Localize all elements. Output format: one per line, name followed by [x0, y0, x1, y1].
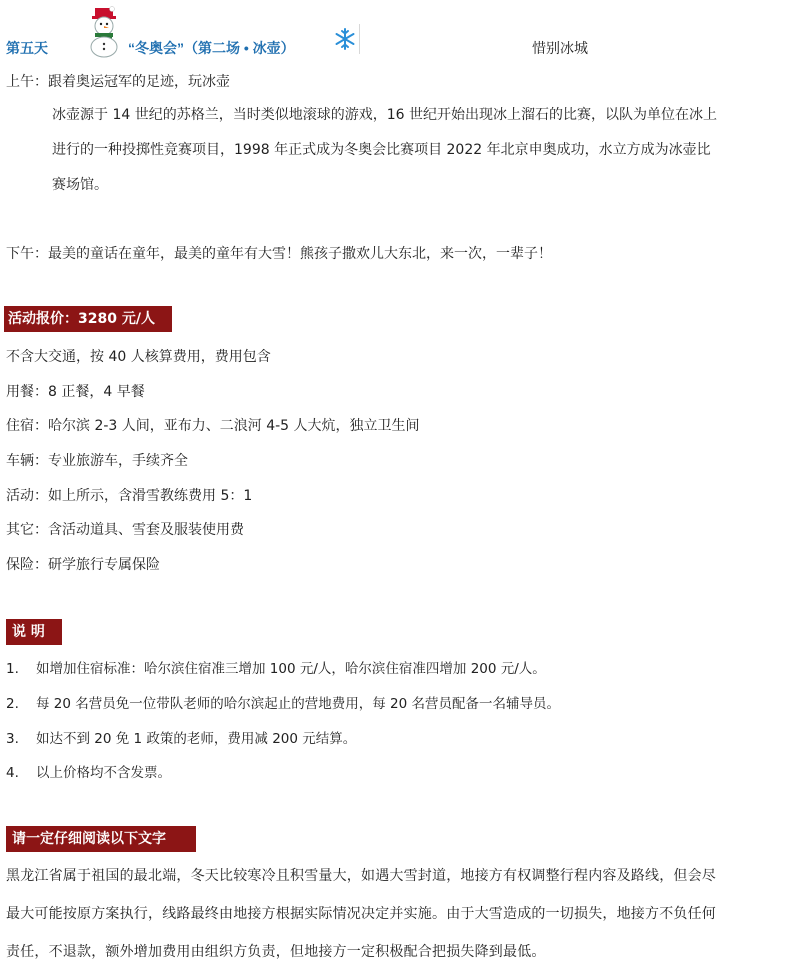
note-text: 以上价格均不含发票。 [36, 765, 171, 781]
notice-text: 黑龙江省属于祖国的最北端，冬天比较寒冷且积雪量大，如遇大雪封道，地接方有权调整行程内容及路线，但会尽最大可能按原方案执行，线路最终由地接方根据实际情况决定并实施。由于大雪造成的一切损失，地接方不负任何责任，不退款，额外增加费用由组织方负责，但地接方一定积极配合把损失降到最低。 [6, 868, 716, 960]
snowflake-icon [331, 24, 360, 54]
price-item: 用餐：8 正餐，4 早餐 [6, 384, 145, 400]
notes-section-title: 说 明 [6, 619, 62, 645]
note-number: 2. [6, 696, 19, 712]
note-text: 每 20 名营员免一位带队老师的哈尔滨起止的营地费用，每 20 名营员配备一名辅导员。 [36, 696, 561, 712]
price-item: 车辆：专业旅游车，手续齐全 [6, 453, 188, 469]
curling-description: 冰壶源于 14 世纪的苏格兰，当时类似地滚球的游戏，16 世纪开始出现冰上溜石的比赛，以队为单位在冰上进行的一种投掷性竞赛项目，1998 年正式成为冬奥会比赛项目 2022 年北京申奥成功，水立方成为冰壶比赛场馆。 [52, 107, 717, 193]
snowman-icon [82, 6, 126, 58]
note-text: 如达不到 20 免 1 政策的老师，费用减 200 元结算。 [36, 731, 357, 747]
price-item: 其它：含活动道具、雪套及服装使用费 [6, 522, 244, 538]
note-number: 4. [6, 765, 19, 781]
notice-section-title: 请一定仔细阅读以下文字 [6, 826, 196, 852]
note-text: 如增加住宿标准：哈尔滨住宿准三增加 100 元/人，哈尔滨住宿准四增加 200 元/人。 [36, 661, 546, 677]
morning-heading: 上午：跟着奥运冠军的足迹，玩冰壶 [6, 74, 230, 90]
price-item: 保险：研学旅行专属保险 [6, 557, 160, 573]
event-title: “冬奥会”（第二场 • 冰壶） [128, 40, 295, 56]
price-section-title: 活动报价：3280 元/人 [4, 306, 172, 332]
note-number: 1. [6, 661, 19, 677]
note-number: 3. [6, 731, 19, 747]
price-item: 不含大交通，按 40 人核算费用，费用包含 [6, 349, 271, 365]
day-title: 第五天 [6, 40, 48, 56]
price-item: 活动：如上所示，含滑雪教练费用 5：1 [6, 488, 253, 504]
afternoon-text: 下午：最美的童话在童年，最美的童年有大雪！熊孩子撒欢儿大东北，来一次，一辈子！ [6, 246, 552, 262]
price-item: 住宿：哈尔滨 2-3 人间，亚布力、二浪河 4-5 人大炕，独立卫生间 [6, 418, 420, 434]
day-subtitle: 惜别冰城 [532, 41, 588, 57]
